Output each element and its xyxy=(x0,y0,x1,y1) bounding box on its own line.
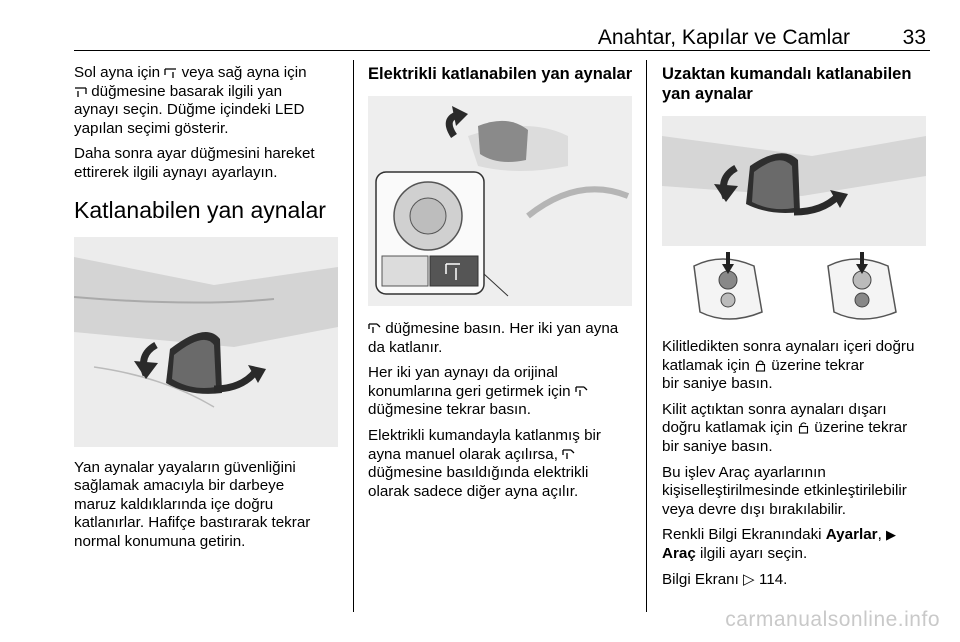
paragraph: Renkli Bilgi Ekranındaki Ayarlar, ▶ Araç ilgili ayarı seçin. xyxy=(662,526,897,562)
paragraph: düğmesine basın. Her iki yan ayna da katlanır. xyxy=(368,320,619,356)
paragraph: Her iki yan aynayı da orijinal konumlarına geri getirmek için düğmesine tekrar basın. xyxy=(368,364,638,420)
watermark: carmanualsonline.info xyxy=(725,608,940,631)
column-divider xyxy=(353,60,354,612)
paragraph: Elektrikli kumandayla katlanmış bir ayna manuel olarak açılırsa, düğmesine basıldığında elektrikli olarak sadece diğer ayna açılır. xyxy=(368,426,601,500)
page-header xyxy=(74,26,930,52)
header-rule xyxy=(74,50,930,51)
paragraph: Daha sonra ayar düğmesini hareket ettirerek ilgili aynayı ayarlayın. xyxy=(74,145,315,181)
paragraph: Bilgi Ekranı ▷ 114. xyxy=(662,570,788,588)
mirror-fold-icon xyxy=(368,322,381,335)
section-heading: Katlanabilen yan aynalar xyxy=(74,196,326,223)
paragraph: Sol ayna için veya sağ ayna için düğmesine basarak ilgili yan aynayı seçin. Düğme içindeki LED yapılan seçimi gösterir. xyxy=(74,64,307,137)
mirror-fold-icon xyxy=(575,385,588,398)
menu-item-settings: Ayarlar xyxy=(825,526,878,544)
page-reference-icon: ▷ xyxy=(743,570,755,588)
section-heading: Uzaktan kumandalı katlanabilen yan aynalar xyxy=(662,65,912,103)
section-heading: Elektrikli katlanabilen yan aynalar xyxy=(368,65,633,83)
column-divider xyxy=(646,60,647,612)
mirror-left-icon xyxy=(164,66,177,79)
column-2 xyxy=(368,64,638,508)
mirror-right-icon xyxy=(74,85,87,98)
mirror-fold-icon xyxy=(562,448,575,461)
paragraph: Yan aynalar yayaların güvenliğini sağlamak amacıyla bir darbeye maruz kaldıklarında içe doğru katlanırlar. Hafifçe bastırarak tekrar normal konumuna getirin. xyxy=(74,458,311,550)
paragraph: Kilitledikten sonra aynaları içeri doğru katlamak için üzerine tekrar bir saniye basın. xyxy=(662,338,915,393)
paragraph: Bu işlev Araç ayarlarının kişiselleştirilmesinde etkinleştirilebilir veya devre dışı bırakılabilir. xyxy=(662,463,907,518)
column-3 xyxy=(662,64,930,596)
remote-key-illustration xyxy=(662,116,926,326)
triangle-arrow-icon: ▶ xyxy=(886,527,897,543)
folding-mirror-illustration xyxy=(74,237,338,447)
unlock-icon xyxy=(797,421,810,434)
column-1 xyxy=(74,64,342,559)
paragraph: Kilit açtıktan sonra aynaları dışarı doğru katlamak için üzerine tekrar bir saniye basın. xyxy=(662,400,908,455)
door-switch-illustration xyxy=(368,96,632,306)
chapter-title: Anahtar, Kapılar ve Camlar xyxy=(597,26,850,49)
lock-icon xyxy=(754,359,767,372)
menu-item-vehicle: Araç xyxy=(662,544,696,562)
page-number: 33 xyxy=(902,26,926,49)
